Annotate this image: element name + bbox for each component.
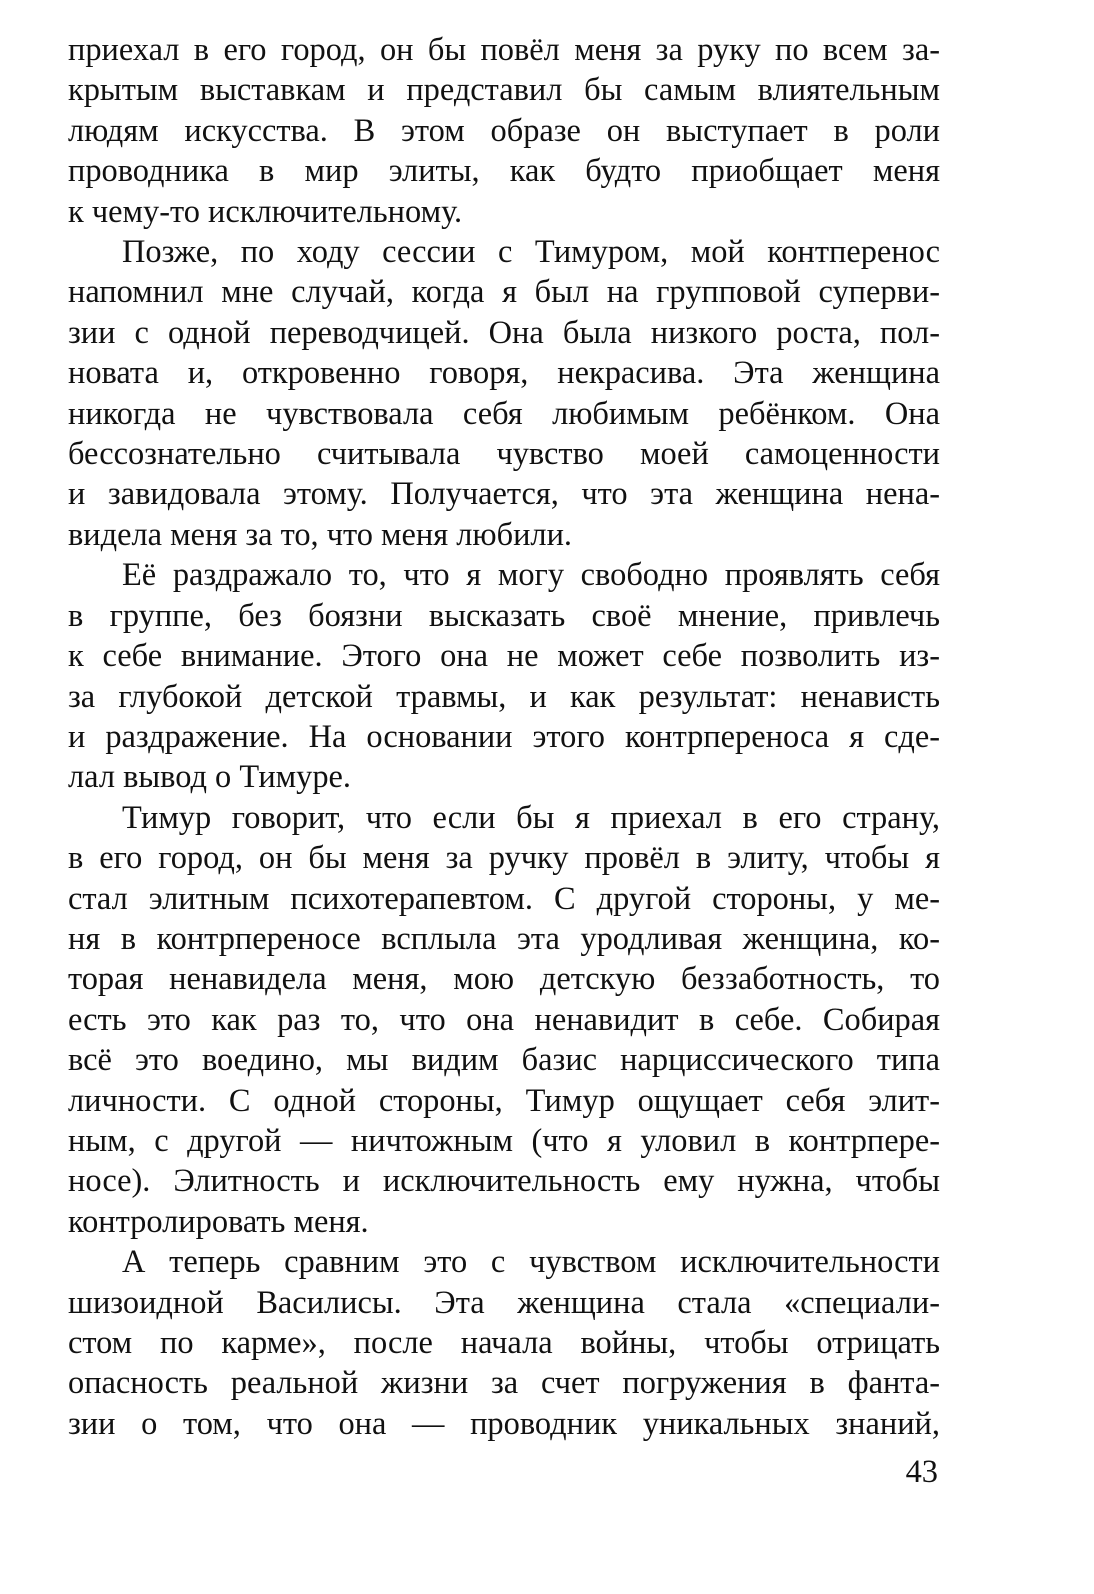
paragraph-3 xyxy=(68,555,940,797)
text-line: за глубокой детской травмы, и как результат: ненависть xyxy=(68,678,940,715)
text-line: зии с одной переводчицей. Она была низкого роста, пол- xyxy=(68,314,940,351)
text-line: ным, с другой — ничтожным (что я уловил в контрпере- xyxy=(68,1122,940,1159)
text-line: видела меня за то, что меня любили. xyxy=(68,516,572,553)
paragraph-4 xyxy=(68,798,940,1242)
text-line: торая ненавидела меня, мою детскую беззаботность, то xyxy=(68,961,940,998)
text-line: личности. С одной стороны, Тимур ощущает себя элит- xyxy=(68,1082,940,1119)
text-line: людям искусства. В этом образе он выступает в роли xyxy=(68,112,940,149)
paragraph-2 xyxy=(68,232,940,555)
text-line: стал элитным психотерапевтом. С другой стороны, у ме- xyxy=(68,880,940,917)
text-line: Позже, по ходу сессии с Тимуром, мой контперенос xyxy=(122,234,940,271)
text-line: новата и, откровенно говоря, некрасива. Эта женщина xyxy=(68,355,940,392)
text-line: в группе, без боязни высказать своё мнение, привлечь xyxy=(68,597,940,634)
text-line: в его город, он бы меня за ручку провёл в элиту, чтобы я xyxy=(68,840,940,877)
text-line: напомнил мне случай, когда я был на групповой суперви- xyxy=(68,274,940,311)
text-line: Тимур говорит, что если бы я приехал в его страну, xyxy=(122,799,940,836)
text-line: носе). Элитность и исключительность ему нужна, чтобы xyxy=(68,1163,940,1200)
text-line: опасность реальной жизни за счет погружения в фанта- xyxy=(68,1365,940,1402)
text-line: ня в контрпереносе всплыла эта уродливая женщина, ко- xyxy=(68,920,940,957)
text-line: А теперь сравним это с чувством исключительности xyxy=(122,1244,940,1281)
paragraph-5 xyxy=(68,1242,940,1444)
text-line: к себе внимание. Этого она не может себе позволить из- xyxy=(68,638,940,675)
text-line: приехал в его город, он бы повёл меня за руку по всем за- xyxy=(68,32,940,68)
text-line: стом по карме», после начала войны, чтобы отрицать xyxy=(68,1325,940,1361)
text-line: проводника в мир элиты, как будто приобщает меня xyxy=(68,153,940,190)
paragraph-1 xyxy=(68,30,940,232)
page-body xyxy=(68,30,940,1444)
text-line: и раздражение. На основании этого контрпереноса я сде- xyxy=(68,718,940,755)
text-line: лал вывод о Тимуре. xyxy=(68,759,352,796)
text-line: никогда не чувствовала себя любимым ребёнком. Она xyxy=(68,395,940,432)
text-line: бессознательно считывала чувство моей самоценности xyxy=(68,436,940,473)
text-line: всё это воедино, мы видим базис нарциссического типа xyxy=(68,1042,940,1079)
page-number: 43 xyxy=(905,1454,938,1490)
text-line: Её раздражало то, что я могу свободно проявлять себя xyxy=(122,557,940,594)
text-line: крытым выставкам и представил бы самым влиятельным xyxy=(68,72,940,109)
text-line: зии о том, что она — проводник уникальных знаний, xyxy=(68,1405,940,1442)
text-line: и завидовала этому. Получается, что эта женщина нена- xyxy=(68,476,940,513)
text-line: шизоидной Василисы. Эта женщина стала «специали- xyxy=(68,1284,940,1321)
text-line: контролировать меня. xyxy=(68,1203,369,1240)
text-line: к чему-то исключительному. xyxy=(68,193,463,230)
text-line: есть это как раз то, что она ненавидит в себе. Собирая xyxy=(68,1001,940,1038)
